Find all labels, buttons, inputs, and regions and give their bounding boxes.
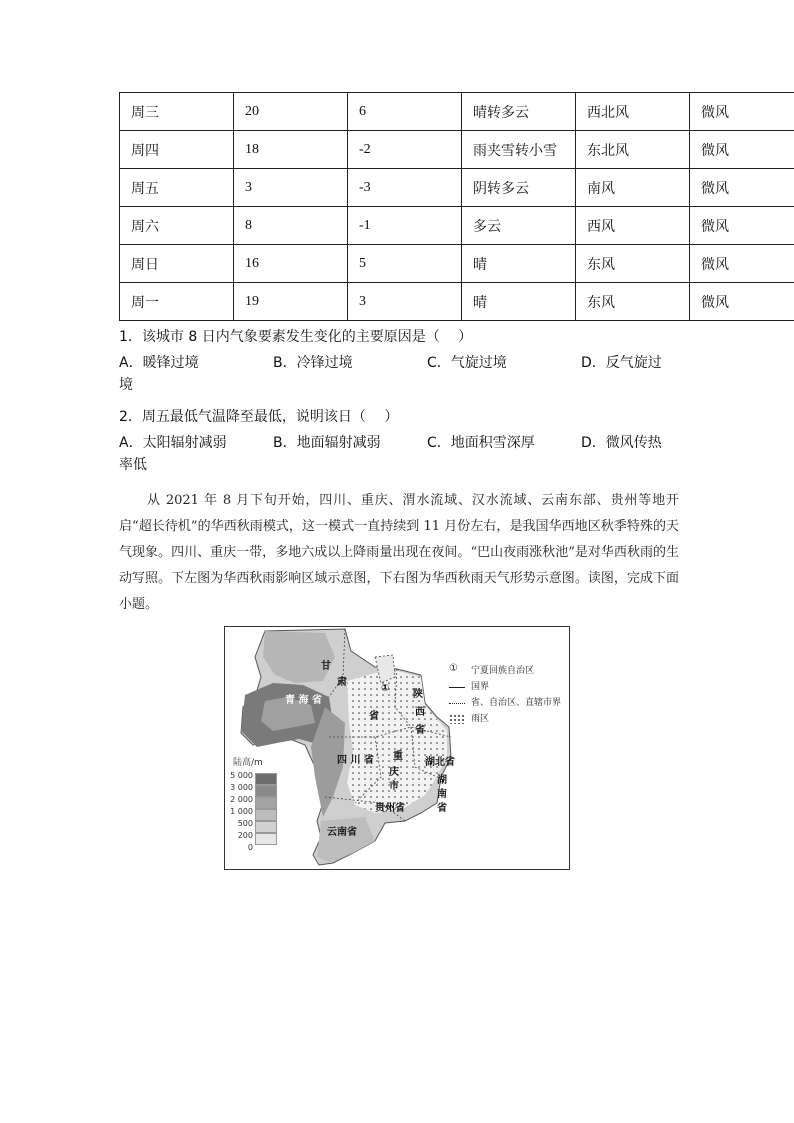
reading-passage [119,488,679,618]
table-cell: 西风 [576,207,690,245]
table-row [120,283,794,321]
elevation-swatch [255,833,277,845]
table-cell: 晴 [462,245,576,283]
table-cell: 20 [234,93,348,131]
question-2-option-d[interactable]: D．微风传热 [581,435,662,451]
rain-area-symbol [449,714,465,724]
table-row [120,207,794,245]
table-cell: -1 [348,207,462,245]
table-cell: 18 [234,131,348,169]
question-2-option-d-wrap: 率低 [119,457,147,473]
table-cell: 周日 [120,245,234,283]
label-shaanxi-1: 陕 [413,689,423,700]
label-chongqing-3: 市 [389,781,399,792]
table-cell: 周四 [120,131,234,169]
question-2-option-a[interactable]: A．太阳辐射减弱 [119,435,227,451]
label-gansu-2: 肃 [337,677,347,688]
table-cell: 多云 [462,207,576,245]
elevation-value: 3 000 [230,783,253,792]
table-cell: 微风 [690,245,794,283]
question-1-options [119,352,719,374]
table-cell: 3 [234,169,348,207]
elevation-value: 200 [237,831,253,840]
elevation-swatch [255,809,277,821]
label-yunnan: 云南省 [327,827,357,838]
label-hunan-1: 湖 [437,775,447,786]
table-cell: 西北风 [576,93,690,131]
table-cell: 8 [234,207,348,245]
label-shaanxi-3: 省 [415,725,425,736]
elevation-swatch [255,797,277,809]
legend-ningxia-symbol: ① [449,663,458,674]
table-cell: 阴转多云 [462,169,576,207]
legend-rain-area-text: 雨区 [471,714,490,724]
provincial-border-symbol [449,703,465,704]
question-1-stem: 1．该城市 8 日内气象要素发生变化的主要原因是（ ） [119,329,473,345]
table-cell: 晴 [462,283,576,321]
table-cell: 南风 [576,169,690,207]
label-guizhou: 贵州省 [375,803,405,814]
legend-ningxia-text: 宁夏回族自治区 [471,666,535,676]
legend-provincial-border-text: 省、自治区、直辖市界 [471,698,562,708]
elevation-value: 0 [247,843,253,852]
elevation-legend-title: 陆高/m [233,758,263,768]
elevation-value: 500 [237,819,253,828]
question-2-options [119,432,719,454]
table-cell: 3 [348,283,462,321]
elevation-value: 1 000 [230,807,253,816]
label-gansu-3: 省 [369,711,379,722]
question-2-option-c[interactable]: C．地面积雪深厚 [427,435,535,451]
table-row [120,245,794,283]
elevation-swatch [255,773,277,785]
label-hubei: 湖北省 [425,757,455,768]
table-cell: 周五 [120,169,234,207]
table-cell: 雨夹雪转小雪 [462,131,576,169]
table-cell: 5 [348,245,462,283]
national-border-symbol [449,687,465,688]
passage-text: 从 2021 年 8 月下旬开始，四川、重庆、渭水流域、汉水流域、云南东部、贵州等地开启“超长待机”的华西秋雨模式，这一模式一直持续到 11 月份左右，是我国华西地区秋季特殊的天气现象。四川、重庆一带，多地六成以上降雨量出现在夜间。“巴山夜雨涨秋池”是对华西秋雨的生动写照。下左图为华西秋雨影响区域示意图，下右图为华西秋雨天气形势示意图。读图，完成下面小题。 [119,493,679,612]
table-cell: 东风 [576,245,690,283]
table-cell: -2 [348,131,462,169]
table-cell: 微风 [690,93,794,131]
elevation-swatch [255,821,277,833]
table-cell: 周三 [120,93,234,131]
label-qinghai: 青 海 省 [285,695,322,706]
table-cell: 16 [234,245,348,283]
label-chongqing-1: 重 [393,751,403,762]
question-1-option-a[interactable]: A．暖锋过境 [119,355,199,371]
question-1-option-b[interactable]: B．冷锋过境 [273,355,353,371]
question-2-stem: 2．周五最低气温降至最低，说明该日（ ） [119,409,399,425]
elevation-swatch [255,785,277,797]
table-cell: 东风 [576,283,690,321]
table-row [120,131,794,169]
table-cell: 19 [234,283,348,321]
question-2-option-b[interactable]: B．地面辐射减弱 [273,435,381,451]
table-cell: 微风 [690,283,794,321]
elevation-value: 5 000 [230,771,253,780]
question-1-option-d-wrap: 境 [119,377,133,393]
table-row [120,169,794,207]
table-cell: 晴转多云 [462,93,576,131]
huaxi-autumn-rain-map [224,626,570,870]
label-ningxia-marker: ① [381,683,390,694]
legend-national-border-text: 国界 [471,682,490,692]
table-cell: 微风 [690,131,794,169]
label-gansu-1: 甘 [321,661,331,672]
label-sichuan: 四 川 省 [337,755,374,766]
label-hunan-2: 南 [437,789,447,800]
table-row [120,93,794,131]
weather-table [119,92,794,321]
table-cell: 东北风 [576,131,690,169]
question-1-option-d[interactable]: D．反气旋过 [581,355,662,371]
question-1-option-c[interactable]: C．气旋过境 [427,355,507,371]
table-cell: 周六 [120,207,234,245]
table-cell: 6 [348,93,462,131]
table-cell: 微风 [690,169,794,207]
label-hunan-3: 省 [437,803,447,814]
elevation-value: 2 000 [230,795,253,804]
label-shaanxi-2: 西 [415,707,425,718]
weather-table-body [120,93,794,321]
question-1 [119,326,719,396]
label-chongqing-2: 庆 [389,767,399,778]
table-cell: 周一 [120,283,234,321]
table-cell: 微风 [690,207,794,245]
question-2 [119,406,719,476]
table-cell: -3 [348,169,462,207]
